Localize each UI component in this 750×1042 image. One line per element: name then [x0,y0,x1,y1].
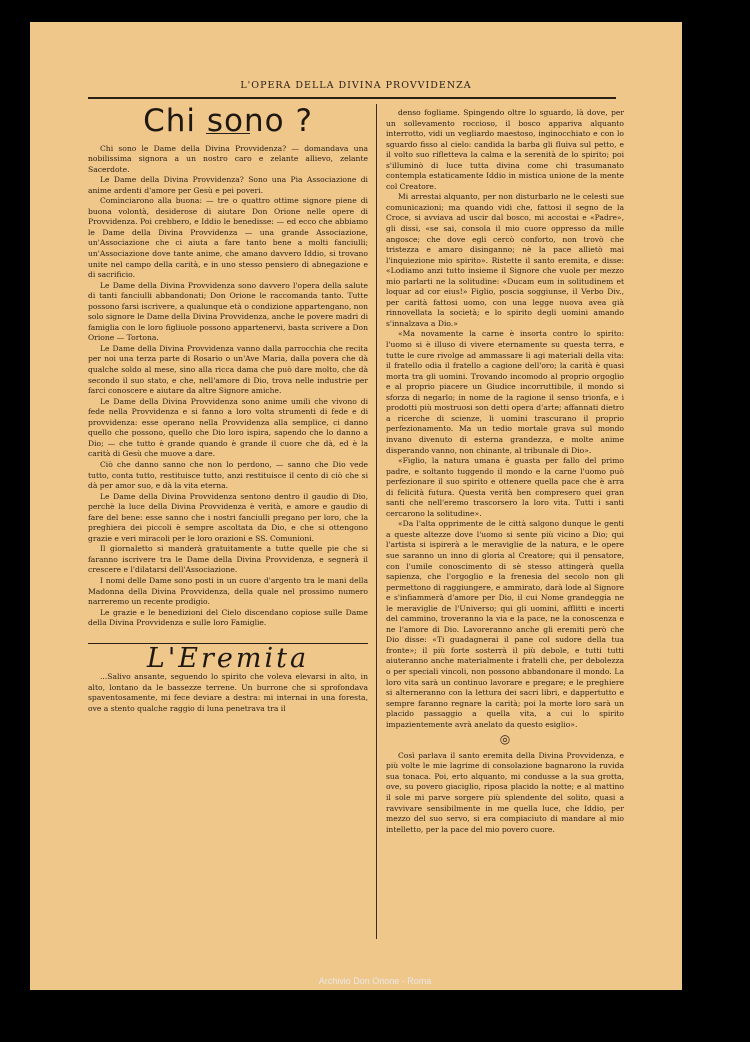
running-header: L'OPERA DELLA DIVINA PROVVIDENZA [240,80,472,91]
sun-ornament-icon: ◎ [499,732,511,747]
paragraph: Le grazie e le benedizioni del Cielo discendano copiose sulle Dame della Divina Provvidenza e sulle loro Famiglie. [88,607,368,628]
paragraph: Le Dame della Divina Provvidenza vanno dalla parrocchia che recita per noi una terza parte di Rosario o un'Ave Maria, dalla povera che dà qualche soldo al mese, sino alla ricca dama che può dare molto, che dà secondo il suo stato, e che, nell'amore di Dio, trova nelle industrie per farci conoscere e aiutare da altre Signore amiche. [88,343,368,396]
article-eremita-body-continued [386,108,624,730]
paragraph: Mi arrestai alquanto, per non disturbarlo ne le celesti sue comunicazioni; ma quando vidi che, fattosi il segno de la Croce, si avviava ad uscir dal bosco, mi accostai e «Padre», gli dissi, «se sai, consola il mio cuore oppresso da mille angosce; che dove egli cercò conforto, non trovò che tristezza e amaro disinganno; nè la pace allietò mai l'inquiezione mio spirito». Ristette il santo eremita, e disse: «Lodiamo anzi tutto insieme il Signore che vuole per mezzo mio parlarti ne la solitudine: «Ducam eum in solitudinem et loquar ad cor eius!» Figlio, poscia soggiunse, il Verbo Div., per carità fattosi uomo, con una legge nuova avea già rinnovellata la società; e lo spirito degli uomini amando s'innalzava a Dio.» [386,192,624,328]
paragraph: Le Dame della Divina Provvidenza sono anime umili che vivono di fede nella Provvidenza e si fanno a loro volta strumenti di fede e di provvidenza: esse operano nella Provvidenza alla semplice, ci danno quello che possono, quello che Dio loro ispira, sapendo che lo danno a Dio; — che tutto è grande quando è grande il cuore che dà, ed è la carità di Gesù che muove a dare. [88,396,368,459]
article-eremita-body-start [88,672,368,714]
article-title-eremita: L'Eremita [146,642,310,674]
paragraph: «Figlio, la natura umana è guasta per fallo del primo padre, e soltanto tuggendo il mondo e la carne l'uomo può perfezionare il suo spirito e ottenere quella pace che è arra di felicità futura. Questa verità ben compresero quei gran santi che nell'eremo trascorsero la loro vita. Tutti i santi cercarono la solitudine». [386,456,624,518]
paragraph: Chi sono le Dame della Divina Provvidenza? — domandava una nobilissima signora a un nostro caro e zelante allievo, zelante Sacerdote. [88,143,368,174]
paragraph: «Ma novamente la carne è insorta contro lo spirito: l'uomo si è illuso di vivere eternamente su questa terra, e tutte le cure rivolge ad ammassare li agi materiali della vita: il fratello odia il fratello a cagione dell'oro; la carità è quasi morta tra gli uomini. Trovando incomodo al proprio orgoglio e al proprio piacere un Giudice incorruttibile, il mondo si sforza di negarlo; in nome de la ragione il senso trionfa, e i prodotti più mostruosi son detti opera d'arte; affannati dietro a ricerche di scienze, li uomini trascurano il proprio perfezionamento. Ma un tedio mortale grava sul mondo invano divenuto di esterna grandezza, e molte anime disperando vanno, non chinante, al tribunale di Dio». [386,329,624,455]
paragraph: Le Dame della Divina Provvidenza sentono dentro il gaudio di Dio, perchè la luce della Divina Provvidenza è verità, e amore e gaudio di fare del bene: esse sanno che i nostri fanciulli pregano per loro, che la preghiera dei piccoli è sempre ascoltata da Dio, e che si ottengono grazie e veri miracoli per le loro orazioni e SS. Comunioni. [88,491,368,543]
paragraph: I nomi delle Dame sono posti in un cuore d'argento tra le mani della Madonna della Divina Provvidenza, della quale nel prossimo numero narreremo un recente prodigio. [88,575,368,607]
archive-caption: Archivio Don Orione - Roma [318,976,432,986]
article-chi-sono-body [88,144,368,629]
paragraph: Il giornaletto si manderà gratuitamente a tutte quelle pie che si faranno iscrivere tra le Dame della Divina Provvidenza, e segnerà il crescere e l'dilatarsi dell'Associazione. [88,544,368,575]
newspaper-page [30,22,682,990]
header-rule [88,97,616,99]
paragraph: Ciò che danno sanno che non lo perdono, — sanno che Dio vede tutto, conta tutto, restituisce tutto, anzi restituisce il cento di ciò che si dà per amor suo, e dà la vita eterna. [88,459,368,491]
paragraph: Cominciarono alla buona: — tre o quattro ottime signore piene di buona volontà, desiderose di aiutare Don Orione nelle opere di Provvidenza. Poi crebbero, e Iddio le benedisse: — ed ecco che abbiamo le Dame della Divina Provvidenza — una grande Associazione, un'Associazione che ci aiuta a fare tanto bene a molti fanciulli; un'Associazione dove tante anime, che amano davvero Iddio, si trovano unite nel campo della carità, e in uno stesso pensiero di abnegazione e di sacrificio. [88,196,368,280]
column-divider [376,104,377,939]
paragraph: denso fogliame. Spingendo oltre lo sguardo, là dove, per un sollevamento roccioso, il bosco appariva alquanto interrotto, vidi un vegliardo maestoso, inginocchiato e con lo sguardo fisso al cielo: candida la barba gli fluiva sul petto, e il volto suo rifletteva la calma e la serenità de lo spirito; poi s'illuminò di luce tutta divina come chi trasumanato contempla estaticamente Iddio in mistica unione de la mente col Creatore. [386,108,624,191]
paragraph: ...Salivo ansante, seguendo lo spirito che voleva elevarsi in alto, in alto, lontano da le bassezze terrene. Un burrone che si sprofondava spaventosamente, mi fece deviare a destra: mi internai in una foresta, ove a stento qualche raggio di luna penetrava tra il [88,672,368,713]
left-column [88,103,368,714]
closing-paragraph: Così parlava il santo eremita della Divina Provvidenza, e più volte le mie lagrime di consolazione bagnarono la ruvida sua tonaca. Poi, erto alquanto, mi condusse a la sua grotta, ove, su povero giaciglio, riposa placido la notte; e al mattino il sole mi parve sorgere più splendente del solito, quasi a ravvivare sensibilmente in me quella luce, che Iddio, per mezzo del suo servo, si era compiaciuto di mandare al mio intelletto, per la pace del mio povero cuore. [386,750,624,834]
paragraph: «Da l'alta opprimente de le città salgono dunque le genti a queste altezze dove l'uomo si sente più vicino a Dio; qui l'artista si ispirerà a le meraviglie de la natura, e le opere sue saranno un inno di gloria al Creatore; qui il pensatore, con l'umile conoscimento di sè stesso attingerà quella sapienza, che l'orgoglio e la frenesia del secolo non gli permettono di raggiungere, e ammirato, darà lode al Signore e s'infiammerà d'amore per Dio, il cui Nome grandeggia ne le meraviglie de l'Universo; qui gli uomini, afflitti e incerti del cammino, troveranno la via e la pace, ne la conoscenza e ne l'amore di Dio. Lavoreranno anche gli eremiti però che Dio disse: «Ti guadagnerai il pane col sudore della tua fronte»; il più forte sosterrà il più debole, e tutti tutti aiuteranno anche materialmente i fratelli che, per debolezza o per speciali vincoli, non possono abbandonare il mondo. La loro vita sarà un continuo lavorare e pregare; e le preghiere si alterneranno con la lettura dei sacri libri, e dappertutto e sempre faranno regnare la carità; poi la morte loro sarà un placido passaggio a quella vita, a cui lo spirito impazientemente avrà anelato da questo esiglio». [386,519,624,729]
paragraph: Le Dame della Divina Provvidenza? Sono una Pia Associazione di anime ardenti d'amore per Gesù e pei poveri. [88,175,368,195]
article-title-chi-sono: Chi sono ? [143,103,313,139]
paragraph: Le Dame della Divina Provvidenza sono davvero l'opera della salute di tanti fanciulli abbandonati; Don Orione le raccomanda tanto. Tutte possono farsi iscrivere, a qualunque età o condizione appartengano, non solo signore le Dame della Divina Provvidenza, anche le povere madri di famiglia con le loro figliuole possono appartenervi, basta scrivere a Don Orione — Tortona. [88,280,368,343]
right-column [386,108,624,835]
